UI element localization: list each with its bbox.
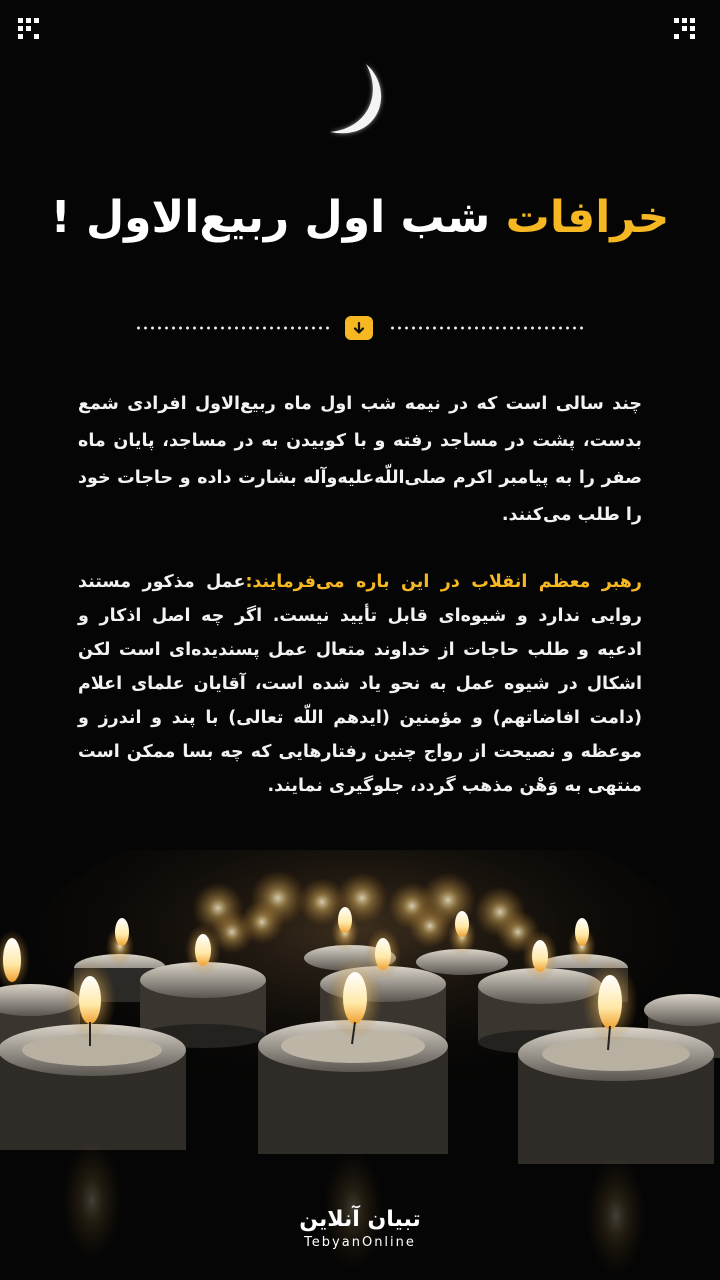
- quote-attribution: رهبر معظم انقلاب در این باره می‌فرمایند:: [245, 572, 642, 592]
- page-title: [0, 188, 720, 248]
- brand-name-en: TebyanOnline: [304, 1235, 416, 1250]
- corner-ornament-top-right: [674, 18, 702, 46]
- brand-name-fa: تبیان آنلاین: [299, 1207, 421, 1232]
- divider-dots-right: [389, 326, 585, 330]
- quote-text: عمل مذکور مستند روایی ندارد و شیوه‌ای قابل تأیید نیست. اگر چه اصل اذکار و ادعیه و طلب حاجات از خداوند متعال عمل پسندیده‌ای است لکن اشکال در شیوه عمل به نحو یاد شده است، آقایان علمای اعلام (دامت افاضاتهم) و مؤمنین (ایدهم اللّه تعالی) با پند و اندرز و موعظه و نصیحت از رواج چنین رفتارهایی که چه بسا ممکن است منتهی به وَهْن مذهب گردد، جلوگیری نمایند.: [78, 572, 642, 796]
- down-arrow-button[interactable]: [345, 316, 373, 340]
- title-rest: شب اول ربیع‌الاول !: [50, 192, 491, 243]
- quote-paragraph: [78, 565, 642, 803]
- corner-ornament-top-left: [18, 18, 46, 46]
- divider-dots-left: [135, 326, 331, 330]
- brand-logo: [280, 1206, 440, 1252]
- intro-paragraph: چند سالی است که در نیمه شب اول ماه ربیع‌الاول افرادی شمع بدست، پشت در مساجد رفته و با کوبیدن به در مساجد، پایان ماه صفر را به پیامبر اکرم صلی‌اللّه‌علیه‌وآله بشارت داده و حاجات خود را طلب می‌کنند.: [78, 394, 642, 525]
- arrow-down-icon: [352, 321, 366, 335]
- title-highlight: خرافات: [505, 192, 670, 243]
- crescent-moon-icon: [318, 62, 388, 144]
- divider: [135, 316, 585, 342]
